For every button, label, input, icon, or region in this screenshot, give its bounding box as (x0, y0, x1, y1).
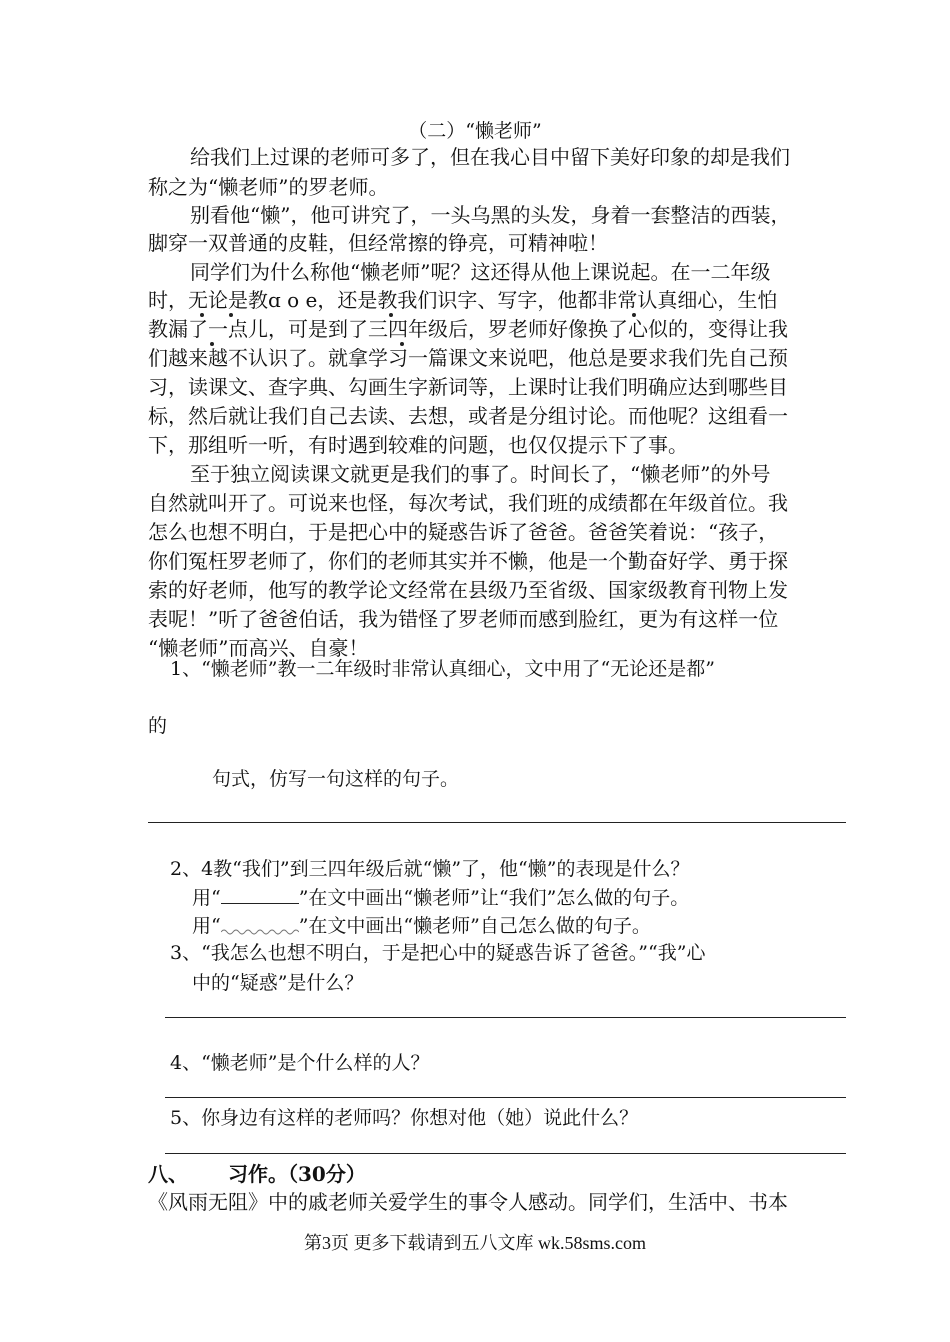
emphasis-dot (229, 313, 233, 317)
passage-line: 至于独立阅读课文就更是我们的事了。时间长了，“懒老师”的外号 (190, 462, 771, 486)
emphasis-dot (632, 313, 636, 317)
passage-line: 时，无论是教ɑ o e，还是教我们识字、写字，他都非常认真细心，生怕 (148, 288, 778, 312)
emphasis-dot (210, 342, 214, 346)
passage-line: 怎么也想不明白，于是把心中的疑惑告诉了爸爸。爸爸笑着说：“孩子， (148, 520, 779, 544)
passage-line: 索的好老师，他写的教学论文经常在县级乃至省级、国家级教育刊物上发 (148, 578, 788, 602)
passage-line: 自然就叫开了。可说来也怪，每次考试，我们班的成绩都在年级首位。我 (148, 491, 788, 515)
passage-line: 表呢！”听了爸爸伯话，我为错怪了罗老师而感到脸红，更为有这样一位 (148, 607, 779, 631)
question-1-instruction: 句式，仿写一句这样的句子。 (212, 768, 460, 790)
answer-line-q1[interactable] (148, 822, 846, 823)
question-2-text: 2、4教“我们”到三四年级后就“懒”了，他“懒”的表现是什么？ (170, 858, 690, 880)
question-3-continuation: 中的“疑惑”是什么？ (192, 972, 364, 994)
quote-open: 用“ (192, 915, 221, 937)
question-3-text: 3、“我怎么也想不明白，于是把心中的疑惑告诉了爸爸。”“我”心 (170, 942, 706, 964)
emphasis-dot (389, 313, 393, 317)
question-5-text: 5、你身边有这样的老师吗？你想对他（她）说此什么？ (170, 1107, 639, 1129)
answer-line-q4[interactable] (165, 1097, 846, 1098)
quote-open: 用“ (192, 887, 221, 909)
passage-line: 教漏了一点儿，可是到了三四年级后，罗老师好像换了心似的，变得让我 (148, 317, 788, 341)
question-1-text: 1、“懒老师”教一二年级时非常认真细心，文中用了“无论还是都” (170, 658, 715, 680)
emphasis-dot (200, 313, 204, 317)
wavy-underline-mark (221, 918, 299, 932)
question-1-continuation: 的 (148, 715, 168, 737)
passage-line: 别看他“懒”，他可讲究了，一头乌黑的头发，身着一套整洁的西装， (190, 203, 791, 227)
passage-line: 习，读课文、查字典、勾画生字新词等，上课时让我们明确应达到哪些目 (148, 375, 788, 399)
passage-line: 下，那组听一听，有时遇到较难的问题，也仅仅提示下了事。 (148, 433, 688, 457)
passage-line: 同学们为什么称他“懒老师”呢？这还得从他上课说起。在一二年级 (190, 260, 771, 284)
section-8-text: 《风雨无阻》中的戚老师关爱学生的事令人感动。同学们，生活中、书本 (148, 1190, 788, 1214)
passage-line: “懒老师”而高兴、自豪！ (148, 636, 369, 660)
passage-line: 们越来越不认识了。就拿学习一篇课文来说吧，他总是要求我们先自己预 (148, 346, 788, 370)
passage-line: 给我们上过课的老师可多了，但在我心目中留下美好印象的却是我们 (190, 145, 790, 169)
page-footer: 第3页 更多下载请到五八文库 wk.58sms.com (304, 1233, 646, 1253)
passage-line: 标，然后就让我们自己去读、去想，或者是分组讨论。而他呢？这组看一 (148, 404, 788, 428)
answer-line-q5[interactable] (165, 1153, 846, 1154)
question-2-part-a (192, 883, 897, 913)
answer-line-q3[interactable] (165, 1017, 846, 1018)
passage-title: （二）“懒老师” (408, 120, 542, 142)
question-4-text: 4、“懒老师”是个什么样的人？ (170, 1052, 430, 1074)
section-8-heading (148, 1158, 366, 1187)
emphasis-dot (400, 342, 404, 346)
passage-line: 称之为“懒老师”的罗老师。 (148, 175, 389, 199)
passage-line: 脚穿一双普通的皮鞋，但经常擦的铮亮，可精神啦！ (148, 231, 608, 255)
straight-underline-mark (221, 889, 299, 904)
question-2-part-a-text: ”在文中画出“懒老师”让“我们”怎么做的句子。 (298, 887, 690, 909)
question-2-part-b (192, 911, 897, 941)
passage-line: 你们冤枉罗老师了，你们的老师其实并不懒，他是一个勤奋好学、勇于探 (148, 549, 788, 573)
section-number: 八、 (148, 1162, 188, 1186)
section-title: 习作。（30分） (228, 1162, 366, 1186)
question-2-part-b-text: ”在文中画出“懒老师”自己怎么做的句子。 (298, 915, 651, 937)
